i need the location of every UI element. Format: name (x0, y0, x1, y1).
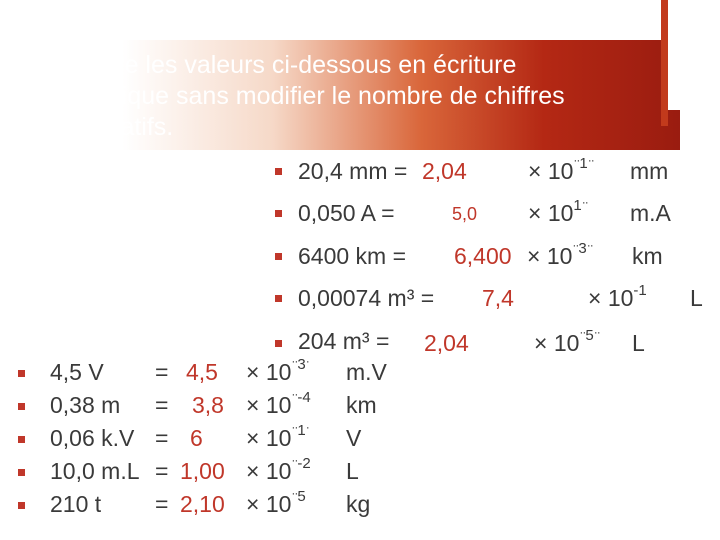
exercise-unit: m.V (346, 359, 387, 385)
exercise-lhs: 0,00074 m³ = (298, 285, 435, 311)
exercise-power: × $10^{^{\cdot\cdot}5}$ (246, 486, 306, 517)
bullet-icon (275, 168, 282, 175)
exercise-equals: = (155, 425, 169, 451)
exercise-unit: kg (346, 491, 371, 517)
accent-bar (661, 0, 668, 126)
exercise-mantissa: 4,5 (186, 359, 218, 385)
exercise-unit: L (632, 330, 645, 356)
exercise-lhs: 204 m³ = (298, 328, 390, 354)
exercise-lhs: 0,050 A = (298, 200, 395, 226)
right-strip (668, 0, 720, 110)
exercise-power: × $10^{^{\cdot\cdot}3^\cdot}$ (246, 354, 309, 385)
bullet-icon (18, 370, 25, 377)
exercise-mantissa: 1,00 (180, 458, 225, 484)
bullet-icon (275, 295, 282, 302)
exercise-lhs: 0,06 k.V (50, 425, 135, 451)
exercise-unit: km (632, 243, 663, 269)
exercise-equals: = (155, 491, 169, 517)
exercise-unit: L (346, 458, 359, 484)
exercise-lhs: 10,0 m.L (50, 458, 140, 484)
exercise-power: × $10^{^{\cdot\cdot}1^{\cdot\cdot}}$ (528, 153, 594, 184)
bullet-icon (18, 403, 25, 410)
exercise-power: × $10^{1^{\cdot\cdot}}$ (528, 195, 588, 226)
exercise-power: × $10^{^{\cdot\cdot}-4}$ (246, 387, 311, 418)
bullet-icon (275, 253, 282, 260)
exercise-mantissa: 2,04 (424, 330, 469, 356)
exercise-power: × $10^{-1}$ (588, 282, 647, 311)
exercise-unit: km (346, 392, 377, 418)
exercise-power: × $10^{^{\cdot\cdot}1^\cdot}$ (246, 420, 309, 451)
exercise-lhs: 4,5 V (50, 359, 104, 385)
slide-title: Réécrire les valeurs ci-dessous en écriture scientifique sans modifier le nombre de chiffres significatifs. (44, 51, 565, 141)
exercise-unit: V (346, 425, 362, 451)
bullet-icon (275, 210, 282, 217)
exercise-lhs: 0,38 m (50, 392, 121, 418)
exercise-lhs: 6400 km = (298, 243, 407, 269)
exercise-power: × $10^{^{\cdot\cdot}3^{\cdot\cdot}}$ (527, 238, 593, 269)
bullet-icon (18, 502, 25, 509)
bullet-icon (18, 469, 25, 476)
exercise-equals: = (155, 392, 169, 418)
exercise-mantissa: 3,8 (192, 392, 224, 418)
exercise-mantissa: 6,400 (454, 243, 512, 269)
exercise-power: × $10^{^{\cdot\cdot}-2}$ (246, 453, 311, 484)
exercise-unit: L (690, 285, 703, 311)
exercise-lhs: 210 t (50, 491, 102, 517)
exercise-mantissa: 5,0 (452, 204, 478, 224)
exercise-equals: = (155, 359, 169, 385)
bullet-icon (275, 340, 282, 347)
exercise-unit: mm (630, 158, 669, 184)
exercise-lhs: 20,4 mm = (298, 158, 408, 184)
exercise-mantissa: 6 (190, 425, 203, 451)
exercise-mantissa: 7,4 (482, 285, 514, 311)
exercise-power: × $10^{^{\cdot\cdot}5^{\cdot\cdot}}$ (534, 325, 600, 356)
exercise-equals: = (155, 458, 169, 484)
bullet-icon (18, 436, 25, 443)
exercise-unit: m.A (630, 200, 671, 226)
exercise-mantissa: 2,04 (422, 158, 467, 184)
exercise-mantissa: 2,10 (180, 491, 225, 517)
